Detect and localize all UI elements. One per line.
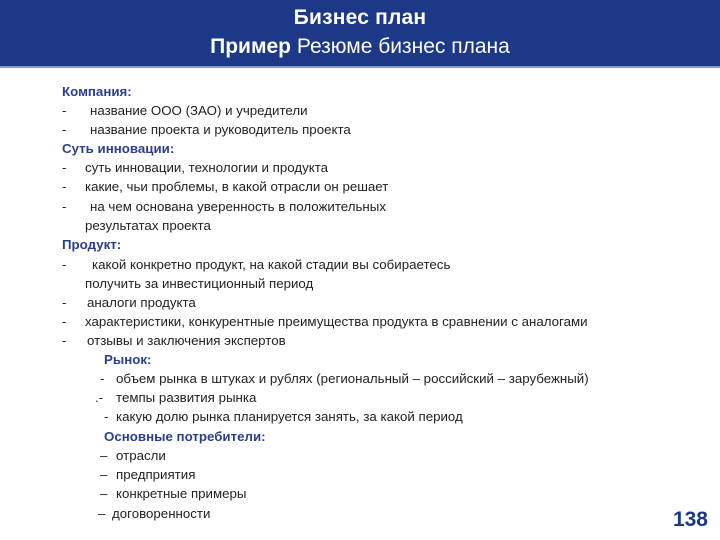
- list-item: предприятия: [116, 467, 196, 482]
- list-item: объем рынка в штуках и рублях (региональный – российский – зарубежный): [116, 371, 589, 386]
- list-item: конкретные примеры: [116, 486, 247, 501]
- section-heading-innovation: Суть инновации:: [62, 141, 175, 156]
- bullet-dash: -: [62, 257, 67, 272]
- bullet-dash: -: [62, 333, 67, 348]
- list-item: какие, чьи проблемы, в какой отрасли он решает: [85, 179, 389, 194]
- bullet-dash: -: [62, 314, 67, 329]
- list-item-continuation: результатах проекта: [85, 218, 211, 233]
- page-number: 138: [672, 508, 708, 531]
- bullet-dash: -: [62, 122, 67, 137]
- list-item: аналоги продукта: [87, 295, 196, 310]
- subtitle-bold: Пример: [210, 35, 292, 58]
- bullet-dash: –: [100, 486, 108, 501]
- section-heading-product: Продукт:: [62, 237, 122, 252]
- bullet-dash: –: [100, 467, 108, 482]
- list-item: суть инновации, технологии и продукта: [85, 160, 329, 175]
- bullet-dash: -: [62, 103, 67, 118]
- list-item: какую долю рынка планируется занять, за какой период: [116, 409, 463, 424]
- bullet-dash: -: [62, 160, 67, 175]
- list-item: отрасли: [116, 448, 166, 463]
- bullet-dash: -: [62, 295, 67, 310]
- slide-title: Бизнес план: [293, 6, 427, 29]
- list-item: договоренности: [112, 506, 211, 521]
- list-item: какой конкретно продукт, на какой стадии вы собираетесь: [92, 257, 451, 272]
- bullet-dash: .-: [95, 390, 104, 405]
- list-item: характеристики, конкурентные преимущества продукта в сравнении с аналогами: [85, 314, 588, 329]
- list-item: название проекта и руководитель проекта: [90, 122, 351, 137]
- section-heading-company: Компания:: [62, 84, 132, 99]
- section-heading-market: Рынок:: [104, 352, 152, 367]
- bullet-dash: –: [98, 506, 106, 521]
- subtitle-text: Резюме бизнес плана: [296, 35, 510, 58]
- list-item: на чем основана уверенность в положительных: [90, 199, 386, 214]
- list-item: название ООО (ЗАО) и учредители: [90, 103, 308, 118]
- bullet-dash: –: [100, 448, 108, 463]
- list-item: темпы развития рынка: [116, 390, 257, 405]
- bullet-dash: -: [62, 179, 67, 194]
- bullet-dash: -: [62, 199, 67, 214]
- bullet-dash: -: [100, 371, 105, 386]
- bullet-dash: -: [104, 409, 109, 424]
- list-item: отзывы и заключения экспертов: [87, 333, 286, 348]
- section-heading-consumers: Основные потребители:: [104, 429, 266, 444]
- list-item-continuation: получить за инвестиционный период: [85, 276, 314, 291]
